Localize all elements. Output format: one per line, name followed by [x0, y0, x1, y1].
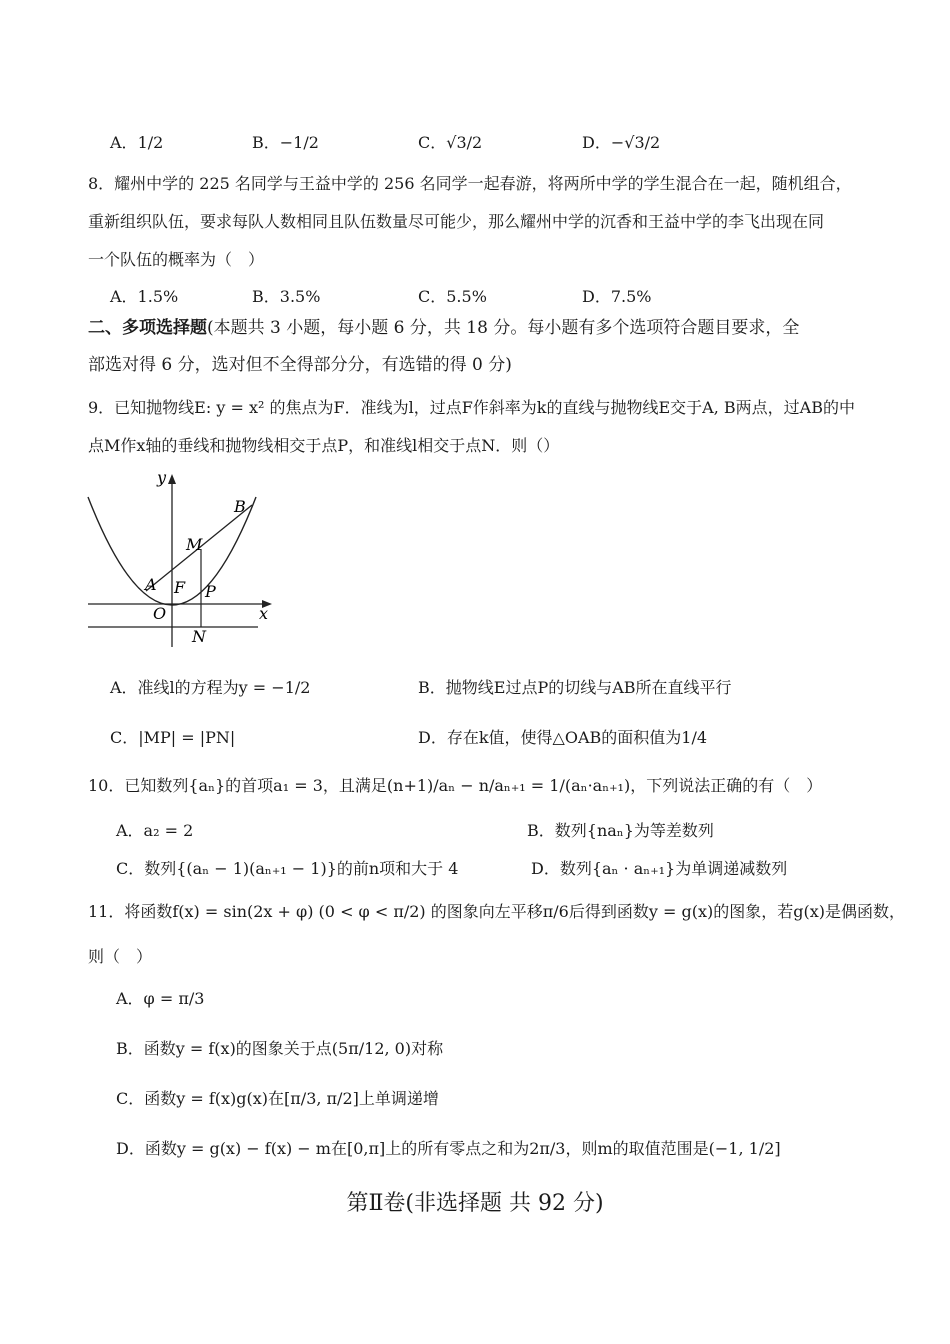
section2-desc-1: (本题共 3 小题，每小题 6 分，共 18 分。每小题有多个选项符合题目要求，全 — [207, 318, 800, 338]
q11-line-2: 则（ ） — [88, 947, 153, 966]
q7-option-b: B．−1/2 — [252, 133, 319, 152]
q8-option-a: A．1.5% — [110, 287, 179, 306]
label-f: F — [174, 578, 186, 597]
q10-option-a: A．a₂ = 2 — [116, 821, 194, 840]
q9-line-1: 9．已知抛物线E: y = x² 的焦点为F．准线为l，过点F作斜率为k的直线与抛物线E交于A, B两点，过AB的中 — [88, 398, 855, 417]
q10-stem: 10．已知数列{aₙ}的首项a₁ = 3，且满足(n+1)/aₙ − n/aₙ₊₁ = 1/(aₙ·aₙ₊₁)，下列说法正确的有（ ） — [88, 776, 823, 795]
label-x: x — [259, 604, 269, 623]
label-p: P — [205, 582, 216, 601]
q11-option-c: C．函数y = f(x)g(x)在[π/3, π/2]上单调递增 — [116, 1089, 439, 1108]
q9-option-d: D．存在k值，使得△OAB的面积值为1/4 — [418, 728, 708, 747]
q10-option-b: B．数列{naₙ}为等差数列 — [527, 821, 714, 840]
q10-option-c: C．数列{(aₙ − 1)(aₙ₊₁ − 1)}的前n项和大于 4 — [116, 859, 459, 878]
label-m: M — [186, 535, 203, 554]
q7-option-a: A．1/2 — [110, 133, 164, 152]
q11-option-d: D．函数y = g(x) − f(x) − m在[0,π]上的所有零点之和为2π/3，则m的取值范围是(−1, 1/2] — [116, 1139, 781, 1158]
q10-option-d: D．数列{aₙ · aₙ₊₁}为单调递减数列 — [531, 859, 788, 878]
q8-option-d: D．7.5% — [582, 287, 652, 306]
q8-line-1: 8．耀州中学的 225 名同学与王益中学的 256 名同学一起春游，将两所中学的学生混合在一起，随机组合， — [88, 174, 852, 193]
label-y: y — [157, 468, 167, 487]
label-b: B — [234, 497, 246, 516]
q8-line-2: 重新组织队伍，要求每队人数相同且队伍数量尽可能少，那么耀州中学的沉香和王益中学的李飞出现在同 — [88, 212, 825, 231]
q8-option-b: B．3.5% — [252, 287, 321, 306]
q9-option-b: B．抛物线E过点P的切线与AB所在直线平行 — [418, 678, 732, 697]
q11-option-b: B．函数y = f(x)的图象关于点(5π/12, 0)对称 — [116, 1039, 444, 1058]
q7-option-d: D．−√3/2 — [582, 133, 661, 152]
q9-option-c: C．|MP| = |PN| — [110, 728, 236, 747]
q9-parabola-figure — [80, 465, 280, 650]
label-o: O — [153, 604, 167, 623]
q8-option-c: C．5.5% — [418, 287, 487, 306]
section2-title: 二、多项选择题 — [88, 318, 207, 338]
section2-desc-2: 部选对得 6 分，选对但不全得部分分，有选错的得 0 分) — [88, 355, 512, 375]
q11-option-a: A．φ = π/3 — [116, 989, 205, 1008]
q8-line-3: 一个队伍的概率为（ ） — [88, 250, 265, 269]
y-axis-arrow-icon — [168, 474, 176, 484]
section2-heading — [88, 320, 799, 337]
q9-option-a: A．准线l的方程为y = −1/2 — [110, 678, 311, 697]
q7-option-c: C．√3/2 — [418, 133, 483, 152]
label-n: N — [192, 627, 206, 646]
q9-line-2: 点M作x轴的垂线和抛物线相交于点P，和准线l相交于点N．则（） — [88, 436, 560, 455]
q11-line-1: 11．将函数f(x) = sin(2x + φ) (0 < φ < π/2) 的图象向左平移π/6后得到函数y = g(x)的图象，若g(x)是偶函数， — [88, 902, 905, 921]
part2-title: 第Ⅱ卷(非选择题 共 92 分) — [346, 1191, 604, 1216]
label-a: A — [145, 575, 157, 594]
